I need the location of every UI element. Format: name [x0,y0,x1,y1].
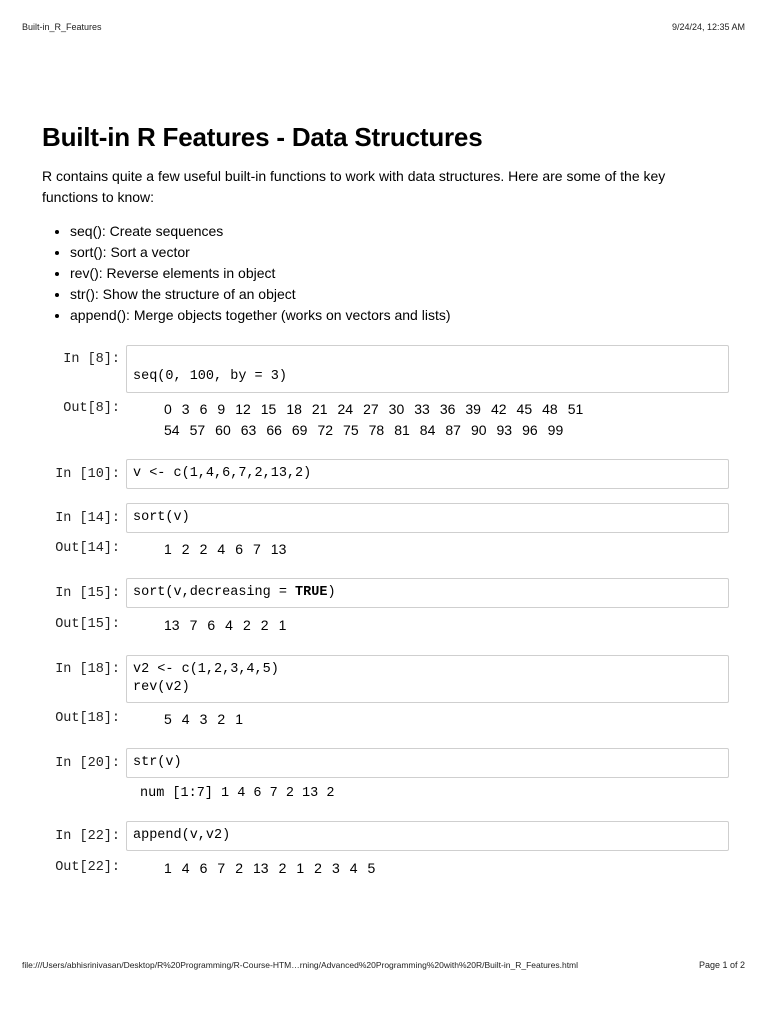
output-value: 2 [278,860,287,876]
print-header-title: Built-in_R_Features [22,22,102,32]
output-value: 96 [522,422,538,438]
output-value: 2 [260,617,269,633]
output-value: 90 [470,422,487,438]
code-cell-rev[interactable] [126,655,729,703]
output-value: 2 [199,541,208,557]
output-value: 93 [496,422,513,438]
output-value: 5 [164,711,172,727]
output-value: 3 [331,860,340,876]
output-value: 3 [199,711,208,727]
output-value: 51 [567,401,584,417]
output-value: 7 [189,617,198,633]
output-value: 6 [207,617,216,633]
output-value: 75 [343,422,359,438]
output-value: 4 [181,711,190,727]
output-value: 21 [311,401,328,417]
output-value: 13 [252,860,269,876]
code-cell-assign-v[interactable]: v <- c(1,4,6,7,2,13,2) [126,459,729,489]
output-value: 60 [215,422,231,438]
code-line: v2 <- c(1,2,3,4,5) [133,662,279,677]
output-prompt: Out[8]: [63,401,120,416]
output-value: 4 [349,860,358,876]
output-value: 84 [419,422,436,438]
output-value: 69 [291,422,308,438]
output-row [164,399,593,420]
output-value: 2 [217,711,226,727]
output-value: 9 [217,401,226,417]
output-value: 72 [317,422,334,438]
output-value: 6 [199,860,208,876]
output-value: 27 [363,401,379,417]
output-value: 81 [394,422,410,438]
output-value: 0 [164,401,172,417]
output-prompt: Out[14]: [55,541,120,556]
output-value: 4 [181,860,190,876]
output-seq [164,399,593,441]
output-prompt: Out[18]: [55,711,120,726]
code-cell-str[interactable]: str(v) [126,748,729,778]
output-value: 1 [164,541,172,557]
output-value: 39 [465,401,481,417]
output-value: 87 [445,422,461,438]
input-prompt: In [10]: [55,467,120,482]
output-sort [164,539,296,560]
output-value: 63 [240,422,257,438]
output-value: 13 [270,541,287,557]
input-prompt: In [18]: [55,662,120,677]
code-line: rev(v2) [133,680,190,695]
output-row [164,858,385,879]
code-cell-seq[interactable]: seq(0, 100, by = 3) [126,345,729,393]
input-prompt: In [15]: [55,586,120,601]
list-item: • seq(): Create sequences [70,221,451,242]
list-item: • str(): Show the structure of an object [70,284,451,305]
output-append [164,858,385,879]
output-row [164,539,296,560]
intro-paragraph: R contains quite a few useful built-in functions to work with data structures. Here are some of the key functions to know: [42,168,666,205]
output-value: 2 [242,617,251,633]
output-value: 1 [278,617,287,633]
code-keyword: TRUE [295,585,328,600]
output-row [164,615,296,636]
output-value: 6 [199,401,208,417]
output-rev [164,709,253,730]
output-prompt: Out[22]: [55,860,120,875]
output-value: 5 [367,860,376,876]
output-row [164,709,253,730]
output-sort-decreasing [164,615,296,636]
output-value: 15 [260,401,277,417]
output-row [164,420,593,441]
code-cell-append[interactable]: append(v,v2) [126,821,729,851]
output-value: 57 [189,422,206,438]
list-item: • sort(): Sort a vector [70,242,451,263]
output-value: 7 [217,860,226,876]
output-value: 6 [235,541,243,557]
output-value: 2 [314,860,322,876]
output-value: 30 [388,401,405,417]
print-footer-path: file:///Users/abhisrinivasan/Desktop/R%20Programming/R-Course-HTM…rning/Advanced%20Programming%20with%20R/Built-in_R_Features.html [22,960,579,970]
output-value: 4 [217,541,226,557]
output-value: 45 [516,401,533,417]
output-value: 7 [252,541,261,557]
output-value: 13 [164,617,180,633]
output-value: 33 [414,401,430,417]
code-cell-sort-decreasing[interactable] [126,578,729,608]
output-value: 66 [266,422,282,438]
input-prompt: In [14]: [55,511,120,526]
output-value: 99 [547,422,564,438]
input-prompt: In [22]: [55,829,120,844]
output-value: 1 [296,860,305,876]
output-value: 1 [164,860,172,876]
code-text: ) [327,585,336,600]
output-value: 54 [164,422,180,438]
output-value: 78 [368,422,385,438]
output-value: 2 [181,541,190,557]
input-prompt: In [20]: [55,756,120,771]
input-prompt: In [8]: [63,352,120,367]
code-text: sort(v,decreasing = [133,585,296,600]
function-list [42,221,451,326]
output-value: 1 [235,711,243,727]
list-item: • rev(): Reverse elements in object [70,263,451,284]
output-str: num [1:7] 1 4 6 7 2 13 2 [140,786,335,801]
output-value: 48 [542,401,558,417]
code-cell-sort[interactable]: sort(v) [126,503,729,533]
output-value: 3 [181,401,190,417]
output-value: 24 [337,401,354,417]
output-value: 4 [225,617,233,633]
output-value: 36 [439,401,456,417]
output-value: 12 [235,401,251,417]
output-prompt: Out[15]: [55,617,120,632]
print-footer-page: Page 1 of 2 [698,960,745,970]
output-value: 42 [490,401,507,417]
page-title: Built-in R Features - Data Structures [42,122,483,152]
output-value: 18 [286,401,302,417]
output-value: 2 [235,860,243,876]
print-header-datetime: 9/24/24, 12:35 AM [671,22,745,32]
list-item: • append(): Merge objects together (works on vectors and lists) [70,305,451,326]
